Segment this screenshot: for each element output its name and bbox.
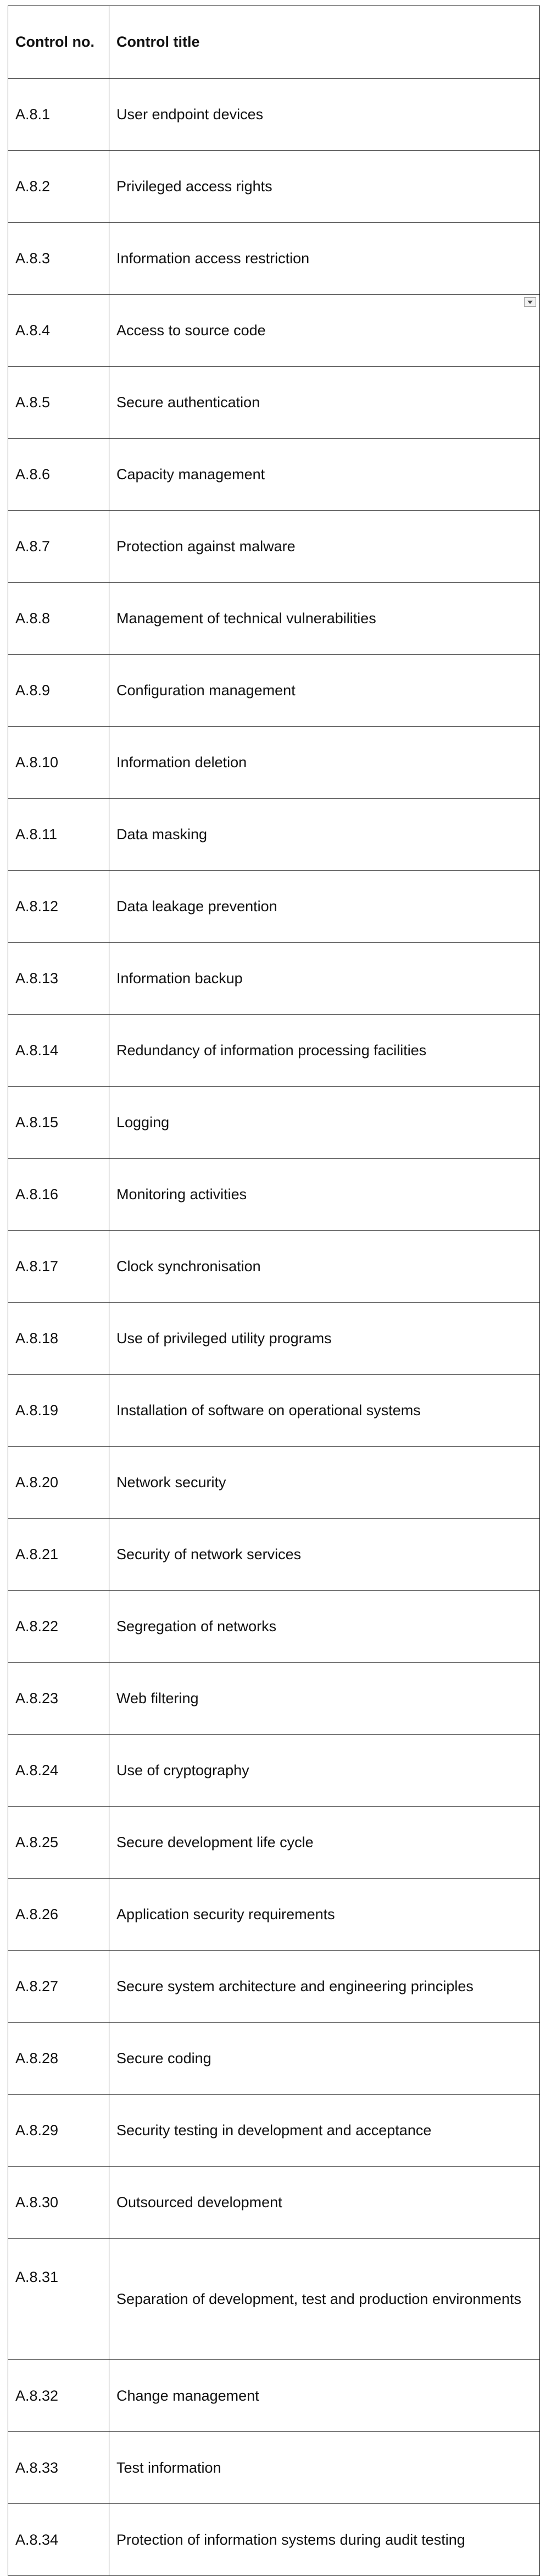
table-row xyxy=(8,2095,540,2167)
header-control-no: Control no. xyxy=(8,6,109,79)
table-row xyxy=(8,295,540,367)
control-number-cell: A.8.17 xyxy=(8,1231,109,1303)
control-number-cell: A.8.19 xyxy=(8,1375,109,1447)
table-row xyxy=(8,2432,540,2504)
chevron-down-icon[interactable] xyxy=(524,297,536,307)
control-title-cell: Clock synchronisation xyxy=(109,1231,540,1303)
control-title-cell: Security testing in development and acceptance xyxy=(109,2095,540,2167)
control-title-cell: Data leakage prevention xyxy=(109,871,540,943)
control-number-cell: A.8.14 xyxy=(8,1015,109,1087)
control-number-cell: A.8.31 xyxy=(8,2239,109,2360)
table-row xyxy=(8,79,540,151)
control-number-cell: A.8.12 xyxy=(8,871,109,943)
table-row xyxy=(8,2239,540,2360)
table-row xyxy=(8,1447,540,1519)
control-number-cell: A.8.9 xyxy=(8,655,109,727)
table-row xyxy=(8,2023,540,2095)
control-number-cell: A.8.32 xyxy=(8,2360,109,2432)
control-title-cell: Secure authentication xyxy=(109,367,540,439)
control-title-cell: Change management xyxy=(109,2360,540,2432)
control-title-cell: Segregation of networks xyxy=(109,1591,540,1663)
control-number-cell: A.8.4 xyxy=(8,295,109,367)
control-number-cell: A.8.27 xyxy=(8,1951,109,2023)
control-number-cell: A.8.18 xyxy=(8,1303,109,1375)
table-row xyxy=(8,1303,540,1375)
control-number-cell: A.8.8 xyxy=(8,583,109,655)
table-row xyxy=(8,1879,540,1951)
control-title-cell: Data masking xyxy=(109,799,540,871)
control-number-cell: A.8.3 xyxy=(8,223,109,295)
control-number-cell: A.8.6 xyxy=(8,439,109,511)
controls-table xyxy=(8,5,540,2576)
control-title-cell: Separation of development, test and production environments xyxy=(109,2239,540,2360)
control-title-cell: Application security requirements xyxy=(109,1879,540,1951)
control-number-cell: A.8.29 xyxy=(8,2095,109,2167)
table-row xyxy=(8,1087,540,1159)
control-title-cell: Secure coding xyxy=(109,2023,540,2095)
controls-table-container xyxy=(8,5,539,2576)
control-number-cell: A.8.11 xyxy=(8,799,109,871)
control-number-cell: A.8.24 xyxy=(8,1735,109,1807)
table-row xyxy=(8,1663,540,1735)
control-number-cell: A.8.1 xyxy=(8,79,109,151)
control-title-cell: Use of privileged utility programs xyxy=(109,1303,540,1375)
control-title-cell: User endpoint devices xyxy=(109,79,540,151)
table-row xyxy=(8,1231,540,1303)
table-row xyxy=(8,511,540,583)
table-row xyxy=(8,1951,540,2023)
control-number-cell: A.8.10 xyxy=(8,727,109,799)
control-title-cell: Logging xyxy=(109,1087,540,1159)
control-title-cell: Information access restriction xyxy=(109,223,540,295)
header-control-title: Control title xyxy=(109,6,540,79)
table-row xyxy=(8,583,540,655)
control-title-cell: Privileged access rights xyxy=(109,151,540,223)
control-title-cell: Capacity management xyxy=(109,439,540,511)
control-number-cell: A.8.13 xyxy=(8,943,109,1015)
control-title-cell: Use of cryptography xyxy=(109,1735,540,1807)
table-row xyxy=(8,799,540,871)
control-title-cell: Web filtering xyxy=(109,1663,540,1735)
table-body xyxy=(8,79,540,2576)
table-row xyxy=(8,871,540,943)
control-number-cell: A.8.2 xyxy=(8,151,109,223)
control-title-cell: Protection of information systems during audit testing xyxy=(109,2504,540,2576)
table-row xyxy=(8,1591,540,1663)
table-row xyxy=(8,2360,540,2432)
control-number-cell: A.8.26 xyxy=(8,1879,109,1951)
table-row xyxy=(8,943,540,1015)
control-title-cell: Access to source code xyxy=(109,295,540,367)
control-number-cell: A.8.7 xyxy=(8,511,109,583)
control-title-cell: Configuration management xyxy=(109,655,540,727)
control-title-cell: Information backup xyxy=(109,943,540,1015)
table-row xyxy=(8,655,540,727)
table-row xyxy=(8,1519,540,1591)
table-row xyxy=(8,151,540,223)
control-number-cell: A.8.34 xyxy=(8,2504,109,2576)
control-title-cell: Network security xyxy=(109,1447,540,1519)
control-title-cell: Outsourced development xyxy=(109,2167,540,2239)
control-number-cell: A.8.22 xyxy=(8,1591,109,1663)
control-title-cell: Test information xyxy=(109,2432,540,2504)
control-title-cell: Management of technical vulnerabilities xyxy=(109,583,540,655)
table-row xyxy=(8,2504,540,2576)
control-number-cell: A.8.28 xyxy=(8,2023,109,2095)
control-title-cell: Installation of software on operational systems xyxy=(109,1375,540,1447)
control-title-cell: Secure system architecture and engineering principles xyxy=(109,1951,540,2023)
table-row xyxy=(8,367,540,439)
control-title-cell: Security of network services xyxy=(109,1519,540,1591)
control-number-cell: A.8.23 xyxy=(8,1663,109,1735)
control-number-cell: A.8.20 xyxy=(8,1447,109,1519)
control-number-cell: A.8.21 xyxy=(8,1519,109,1591)
table-row xyxy=(8,1015,540,1087)
table-row xyxy=(8,439,540,511)
table-header-row xyxy=(8,6,540,79)
control-number-cell: A.8.33 xyxy=(8,2432,109,2504)
control-number-cell: A.8.25 xyxy=(8,1807,109,1879)
control-title-cell: Information deletion xyxy=(109,727,540,799)
table-row xyxy=(8,1375,540,1447)
table-row xyxy=(8,727,540,799)
control-number-cell: A.8.16 xyxy=(8,1159,109,1231)
control-number-cell: A.8.15 xyxy=(8,1087,109,1159)
control-title-cell: Monitoring activities xyxy=(109,1159,540,1231)
table-row xyxy=(8,223,540,295)
control-title-cell: Protection against malware xyxy=(109,511,540,583)
control-title-cell: Redundancy of information processing facilities xyxy=(109,1015,540,1087)
table-row xyxy=(8,1735,540,1807)
control-number-cell: A.8.5 xyxy=(8,367,109,439)
table-row xyxy=(8,1159,540,1231)
control-number-cell: A.8.30 xyxy=(8,2167,109,2239)
table-row xyxy=(8,2167,540,2239)
control-title-cell: Secure development life cycle xyxy=(109,1807,540,1879)
table-row xyxy=(8,1807,540,1879)
